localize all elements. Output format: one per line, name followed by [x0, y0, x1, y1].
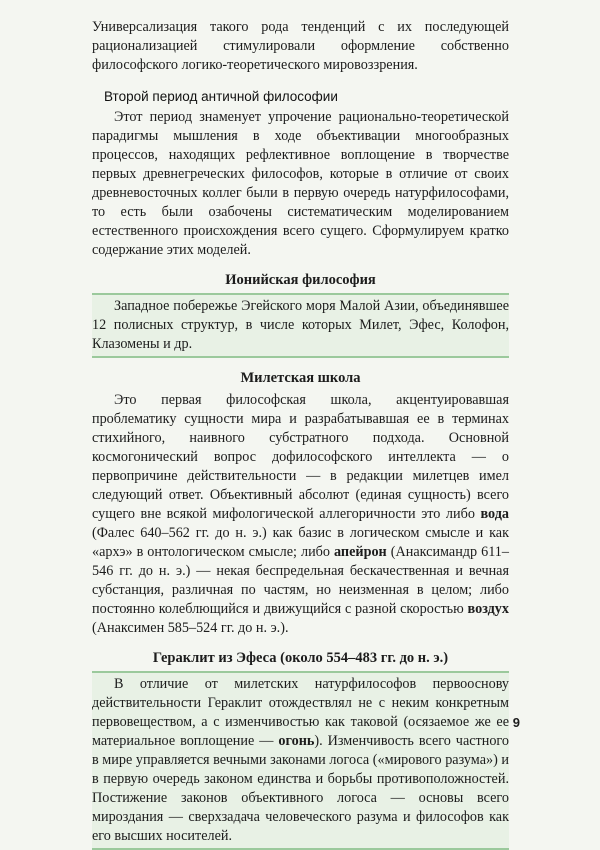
term-fire: огонь: [278, 733, 315, 749]
heraclitus-section: [92, 650, 509, 850]
miletus-text-2: (Фалес 640–562 гг. до н. э.) как базис в логическом смысле и как «архэ» в онтологическом смысле; либо: [92, 525, 509, 560]
page-content: [92, 18, 509, 850]
term-water: вода: [480, 506, 509, 522]
miletus-heading: Милетская школа: [240, 370, 361, 386]
ionian-section: [92, 272, 509, 358]
term-apeiron: апейрон: [334, 544, 387, 560]
page-number: 9: [512, 715, 520, 730]
ionian-heading: Ионийская философия: [225, 272, 376, 288]
heraclitus-band: [92, 673, 509, 848]
term-air: воздух: [467, 601, 509, 617]
heraclitus-heading: Гераклит из Эфеса (около 554–483 гг. до н. э.): [152, 650, 449, 666]
second-period-heading: Второй период античной философии: [104, 89, 338, 104]
miletus-paragraph: [92, 391, 509, 638]
intro-paragraph: Универсализация такого рода тенденций с их последующей рационализацией стимулировали оформление собственно философского логико-теоретического мировоззрения.: [92, 19, 509, 73]
second-period-paragraph: Этот период знаменует упрочение рационально-теоретической парадигмы мышления в ходе объективации многообразных процессов, находящих рефлективное воплощение в творчестве первых древнегреческих философов, которые в отличие от своих древневосточных коллег были в первую очередь натурфилософами, то есть были озабочены систематическим моделированием естественного происхождения всего сущего. Сформулируем кратко содержание этих моделей.: [92, 109, 509, 258]
miletus-text-4: (Анаксимен 585–524 гг. до н. э.).: [92, 620, 289, 636]
heraclitus-text-2: ). Изменчивость всего частного в мире управляется вечными законами логоса («мирового разума») и в первую очередь законом единства и борьбы противоположностей. Постижение законов объективного логоса — основы всего мироздания — сверхзадача человеческого разума и философов как его высших носителей.: [92, 733, 509, 844]
miletus-text-3: (Анаксимандр 611–546 гг. до н. э.) — некая беспредельная бескачественная и вечная субстанция, различная по частям, но неизменная в целом; либо постоянно колеблющийся и движущийся с разной скоростью: [92, 544, 509, 617]
heraclitus-paragraph: [92, 675, 509, 846]
miletus-text-1: Это первая философская школа, акцентуировавшая проблематику сущности мира и разрабатывавшая ее в терминах стихийного, наивного субстратного подхода. Основной космогонический вопрос дофилософского интеллекта — о первопричине действительности — в редакции милетцев имел следующий ответ. Объективный абсолют (единая сущность) всего сущего вне всякой мифологической аллегоричности это либо: [92, 392, 509, 522]
ionian-band: [92, 295, 509, 356]
green-divider: [92, 356, 509, 358]
ionian-paragraph: Западное побережье Эгейского моря Малой Азии, объединявшее 12 полисных структур, в числе которых Милет, Эфес, Колофон, Клазомены и др.: [92, 298, 509, 352]
heraclitus-text-1: В отличие от милетских натурфилософов первооснову действительности Гераклит отождествлял не с неким конкретным первовеществом, а с изменчивостью как таковой (осязаемое же ее материальное воплощение —: [92, 676, 509, 749]
